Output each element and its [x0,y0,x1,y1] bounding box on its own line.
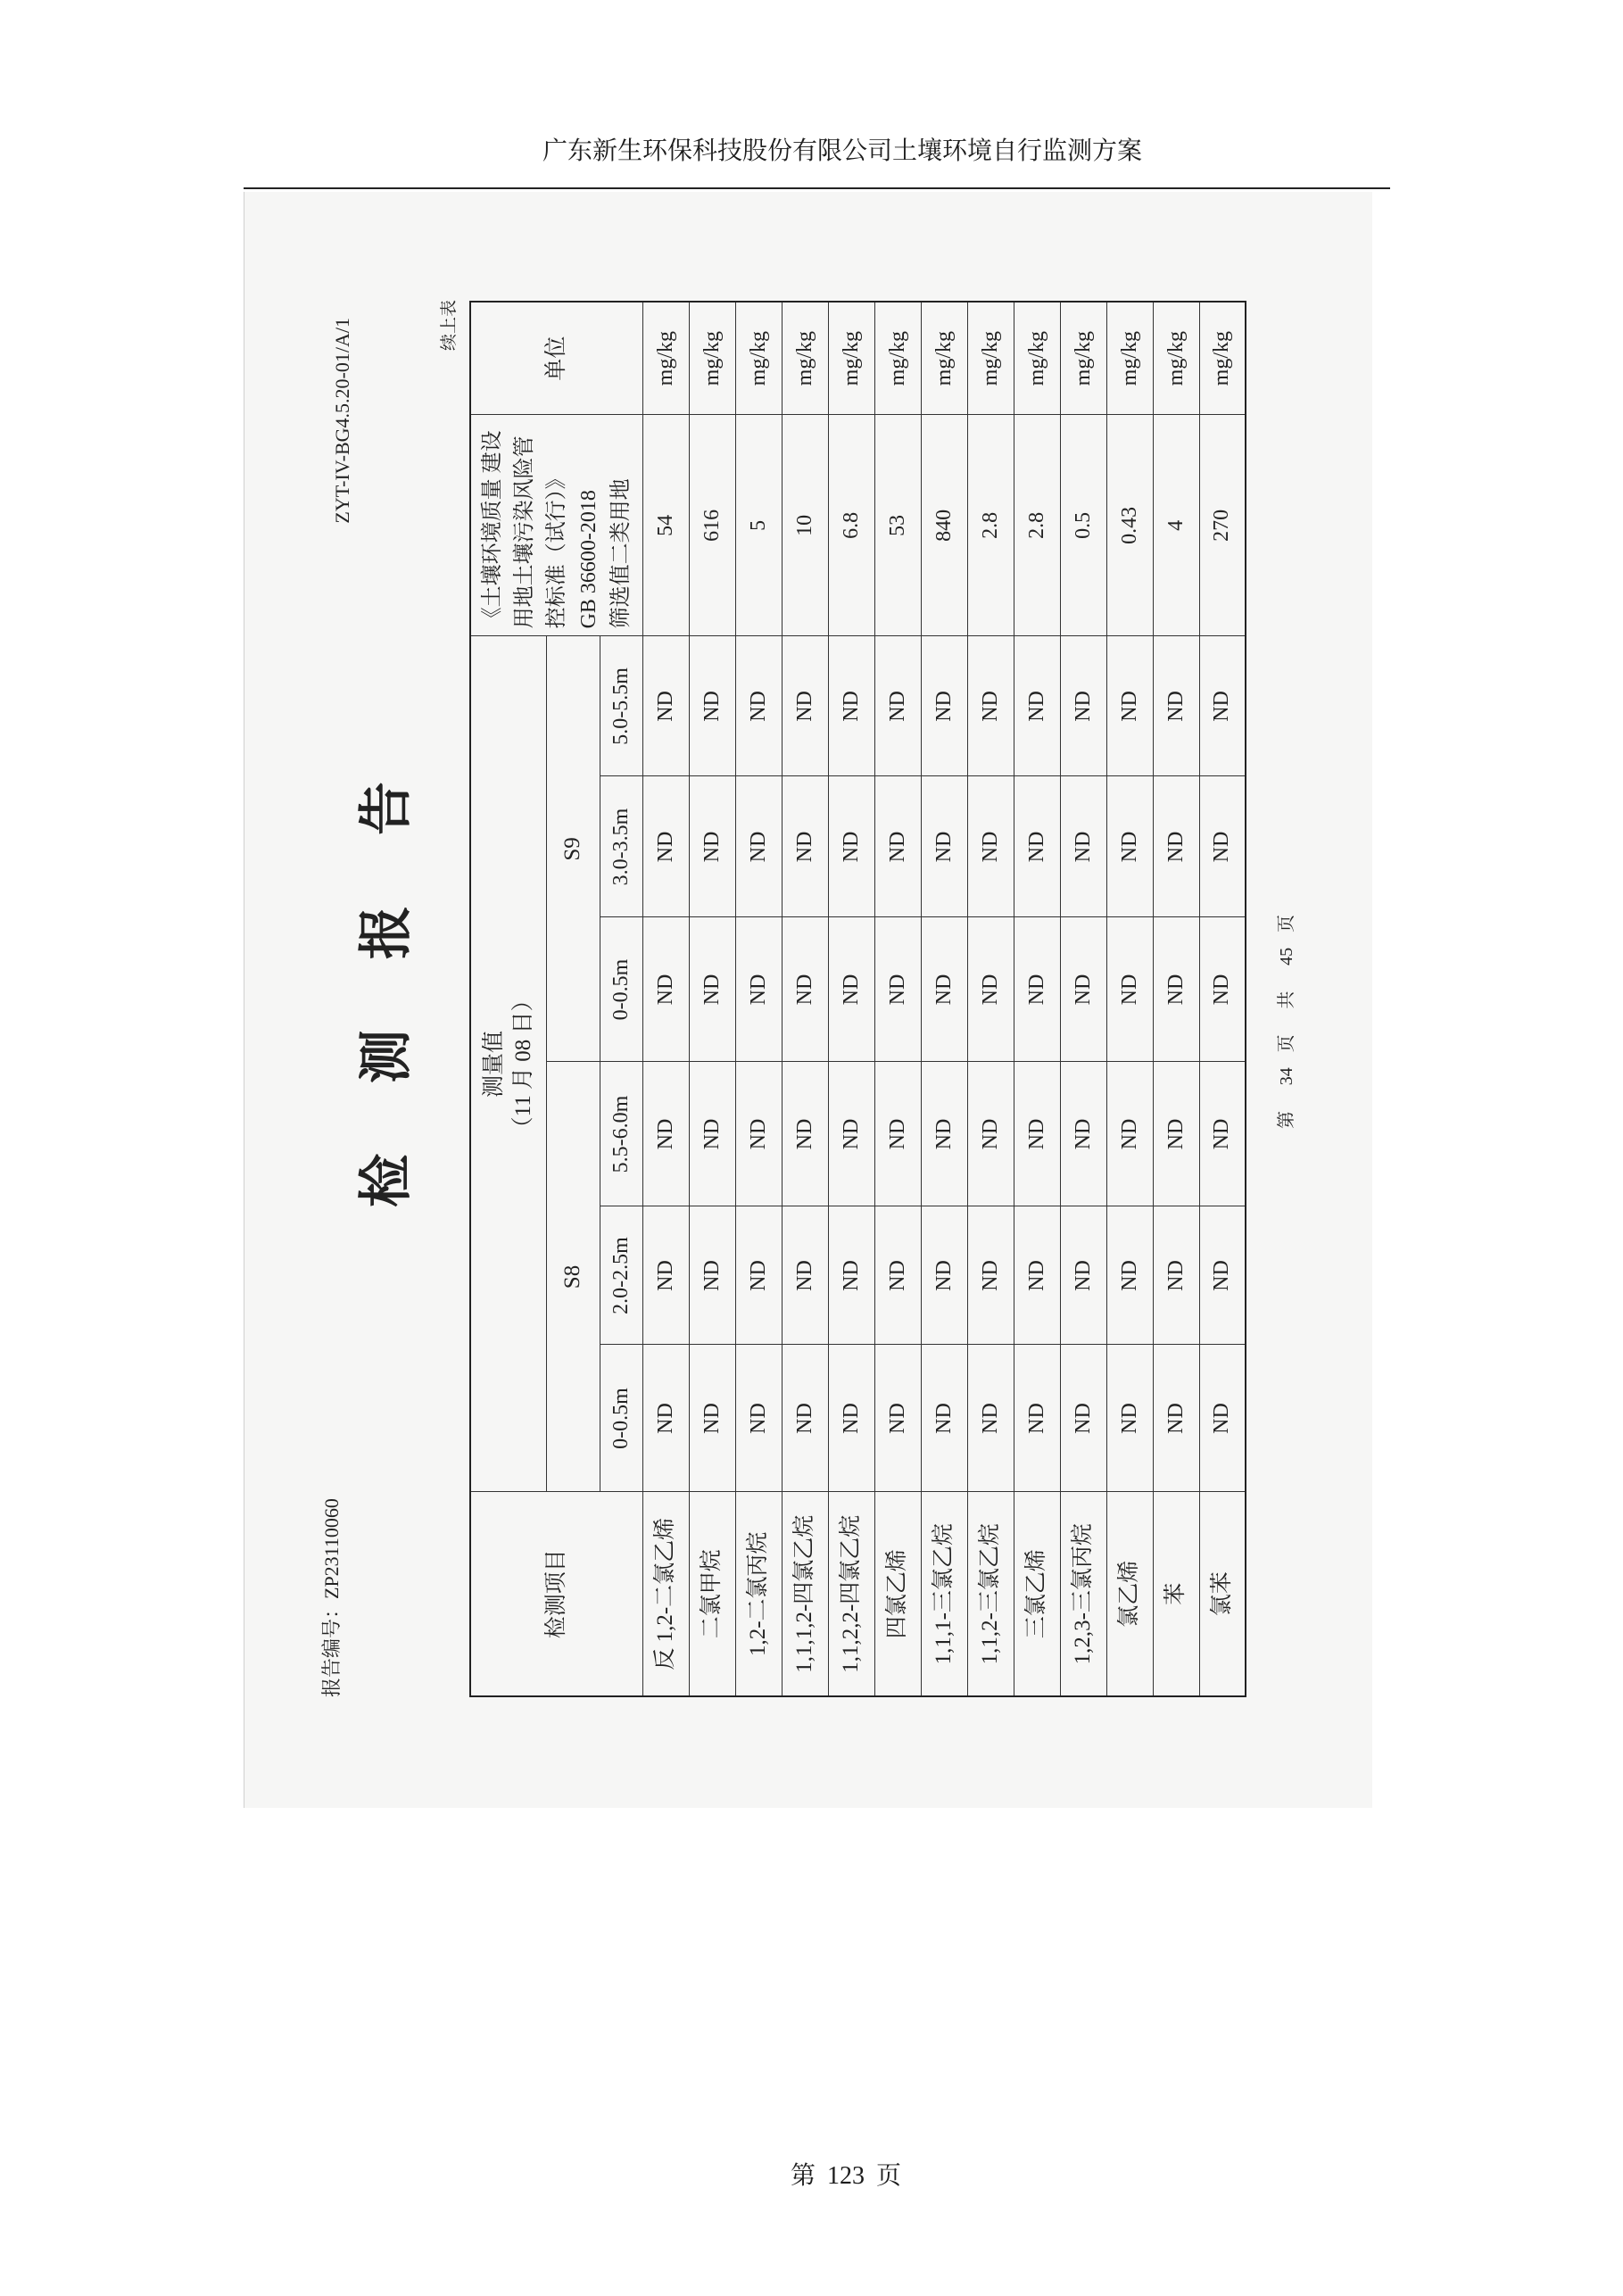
header-measured [470,636,546,1492]
table-row [735,302,782,1696]
measured-value-cell: ND [782,776,828,917]
table-row [828,302,874,1696]
measured-value-cell: ND [782,1345,828,1492]
item-name-cell: 1,1,1-三氯乙烷 [921,1492,967,1696]
measured-value-cell: ND [735,636,782,776]
item-name-cell: 1,1,2-三氯乙烷 [967,1492,1014,1696]
page-number: 第 123 页 [790,2162,901,2190]
table-row [1199,302,1246,1696]
measured-value-cell: ND [1153,917,1199,1062]
measured-value-cell: ND [921,1345,967,1492]
measured-value-cell: ND [1014,1062,1060,1206]
measured-value-cell: ND [1153,776,1199,917]
item-name-cell: 二氯甲烷 [689,1492,735,1696]
measured-value-cell: ND [1199,917,1246,1062]
unit-cell: mg/kg [967,302,1014,415]
measured-value-cell: ND [642,636,689,776]
unit-cell: mg/kg [874,302,921,415]
results-table [469,301,1246,1697]
header-depth: 3.0-3.5m [600,776,642,917]
table-row [689,302,735,1696]
standard-value-cell: 4 [1153,415,1199,636]
measured-value-cell: ND [967,1345,1014,1492]
table-row [1153,302,1199,1696]
item-name-cell: 氯乙烯 [1106,1492,1153,1696]
header-depth: 0-0.5m [600,1345,642,1492]
header-unit: 单位 [470,302,642,415]
table-row [921,302,967,1696]
measured-value-cell: ND [1106,1062,1153,1206]
measured-value-cell: ND [1153,1206,1199,1345]
table-row [1060,302,1106,1696]
measured-value-cell: ND [1106,1206,1153,1345]
measured-value-cell: ND [967,636,1014,776]
header-depth: 0-0.5m [600,917,642,1062]
measured-value-cell: ND [921,917,967,1062]
standard-value-cell: 6.8 [828,415,874,636]
measured-value-cell: ND [967,1062,1014,1206]
measured-value-cell: ND [1153,1345,1199,1492]
standard-value-cell: 2.8 [967,415,1014,636]
standard-value-cell: 0.5 [1060,415,1106,636]
measured-value-cell: ND [1060,1345,1106,1492]
standard-value-cell: 616 [689,415,735,636]
standard-value-cell: 270 [1199,415,1246,636]
measured-value-cell: ND [689,1345,735,1492]
measured-value-cell: ND [828,1062,874,1206]
table-body [642,302,1246,1696]
report-number: 报告编号：ZP23110060 [320,1498,343,1697]
standard-value-cell: 53 [874,415,921,636]
measured-value-cell: ND [828,1345,874,1492]
measured-value-cell: ND [689,1062,735,1206]
measured-value-cell: ND [1014,776,1060,917]
table-row [1014,302,1060,1696]
standard-value-cell: 0.43 [1106,415,1153,636]
measured-value-cell: ND [921,1206,967,1345]
measured-value-cell: ND [1106,1345,1153,1492]
measured-value-cell: ND [921,776,967,917]
measured-value-cell: ND [1014,1345,1060,1492]
measured-value-cell: ND [782,1062,828,1206]
header-standard-line: 用地土壤污染风险管 [512,435,536,629]
measured-value-cell: ND [1106,776,1153,917]
measured-value-cell: ND [1014,636,1060,776]
measured-value-cell: ND [1153,636,1199,776]
item-name-cell: 四氯乙烯 [874,1492,921,1696]
measured-value-cell: ND [874,917,921,1062]
header-measured-date: （11 月 08 日） [510,989,535,1140]
table-row [1106,302,1153,1696]
measured-value-cell: ND [967,917,1014,1062]
measured-value-cell: ND [1060,917,1106,1062]
measured-value-cell: ND [828,636,874,776]
measured-value-cell: ND [921,1062,967,1206]
header-standard-line: 筛选值二类用地 [609,478,633,629]
measured-value-cell: ND [642,917,689,1062]
unit-cell: mg/kg [689,302,735,415]
table-row [782,302,828,1696]
measured-value-cell: ND [874,776,921,917]
measured-value-cell: ND [1014,1206,1060,1345]
unit-cell: mg/kg [921,302,967,415]
unit-cell: mg/kg [782,302,828,415]
measured-value-cell: ND [1060,1206,1106,1345]
measured-value-cell: ND [1106,917,1153,1062]
item-name-cell: 1,2,3-三氯丙烷 [1060,1492,1106,1696]
measured-value-cell: ND [735,776,782,917]
measured-value-cell: ND [689,917,735,1062]
header-standard-line: 《土壤环境质量 建设 [480,430,504,629]
header-rule [244,187,1390,189]
measured-value-cell: ND [689,776,735,917]
header-site-s8: S8 [546,1062,600,1492]
measured-value-cell: ND [967,776,1014,917]
standard-value-cell: 10 [782,415,828,636]
standard-value-cell: 2.8 [1014,415,1060,636]
measured-value-cell: ND [828,1206,874,1345]
document-header-title: 广东新生环保科技股份有限公司土壤环境自行监测方案 [542,137,1142,165]
measured-value-cell: ND [782,1206,828,1345]
measured-value-cell: ND [782,917,828,1062]
item-name-cell: 1,2-二氯丙烷 [735,1492,782,1696]
report-title: 检 测 报 告 [357,782,416,1207]
unit-cell: mg/kg [828,302,874,415]
measured-value-cell: ND [1106,636,1153,776]
measured-value-cell: ND [1153,1062,1199,1206]
measured-value-cell: ND [1060,636,1106,776]
measured-value-cell: ND [1199,1062,1246,1206]
header-row [470,302,546,1696]
item-name-cell: 1,1,2,2-四氯乙烷 [828,1492,874,1696]
table-row [642,302,689,1696]
measured-value-cell: ND [967,1206,1014,1345]
item-name-cell: 反 1,2-二氯乙烯 [642,1492,689,1696]
header-standard-line: 控标准（试行）》 [544,468,568,629]
unit-cell: mg/kg [1106,302,1153,415]
measured-value-cell: ND [921,636,967,776]
measured-value-cell: ND [782,636,828,776]
header-depth: 5.5-6.0m [600,1062,642,1206]
measured-value-cell: ND [1199,1206,1246,1345]
measured-value-cell: ND [642,1062,689,1206]
measured-value-cell: ND [735,1206,782,1345]
header-standard-line: GB 36600-2018 [576,490,600,629]
measured-value-cell: ND [1014,917,1060,1062]
header-standard [470,415,642,636]
scanned-report-page [244,192,1372,1808]
item-name-cell: 三氯乙烯 [1014,1492,1060,1696]
measured-value-cell: ND [1060,776,1106,917]
unit-cell: mg/kg [735,302,782,415]
measured-value-cell: ND [1199,1345,1246,1492]
measured-value-cell: ND [642,776,689,917]
table-row [874,302,921,1696]
measured-value-cell: ND [1060,1062,1106,1206]
form-code: ZYT-IV-BG4.5.20-01/A/1 [331,318,353,524]
unit-cell: mg/kg [1153,302,1199,415]
measured-value-cell: ND [735,917,782,1062]
measured-value-cell: ND [874,1345,921,1492]
continued-label: 续上表 [440,300,459,352]
measured-value-cell: ND [874,636,921,776]
scan-region [244,192,1372,1808]
measured-value-cell: ND [735,1062,782,1206]
standard-value-cell: 54 [642,415,689,636]
header-measured-label: 测量值 [481,1030,506,1098]
unit-cell: mg/kg [1014,302,1060,415]
standard-value-cell: 5 [735,415,782,636]
measured-value-cell: ND [828,776,874,917]
measured-value-cell: ND [1199,776,1246,917]
unit-cell: mg/kg [1060,302,1106,415]
measured-value-cell: ND [689,1206,735,1345]
item-name-cell: 1,1,1,2-四氯乙烷 [782,1492,828,1696]
measured-value-cell: ND [1199,636,1246,776]
measured-value-cell: ND [642,1206,689,1345]
measured-value-cell: ND [874,1062,921,1206]
unit-cell: mg/kg [642,302,689,415]
scan-page-number: 第 34 页 共 45 页 [1277,915,1296,1129]
measured-value-cell: ND [828,917,874,1062]
measured-value-cell: ND [689,636,735,776]
standard-value-cell: 840 [921,415,967,636]
measured-value-cell: ND [874,1206,921,1345]
item-name-cell: 苯 [1153,1492,1199,1696]
header-depth: 2.0-2.5m [600,1206,642,1345]
table-row [967,302,1014,1696]
unit-cell: mg/kg [1199,302,1246,415]
header-depth: 5.0-5.5m [600,636,642,776]
header-item: 检测项目 [470,1492,642,1696]
measured-value-cell: ND [735,1345,782,1492]
header-site-s9: S9 [546,636,600,1062]
item-name-cell: 氯苯 [1199,1492,1246,1696]
measured-value-cell: ND [642,1345,689,1492]
